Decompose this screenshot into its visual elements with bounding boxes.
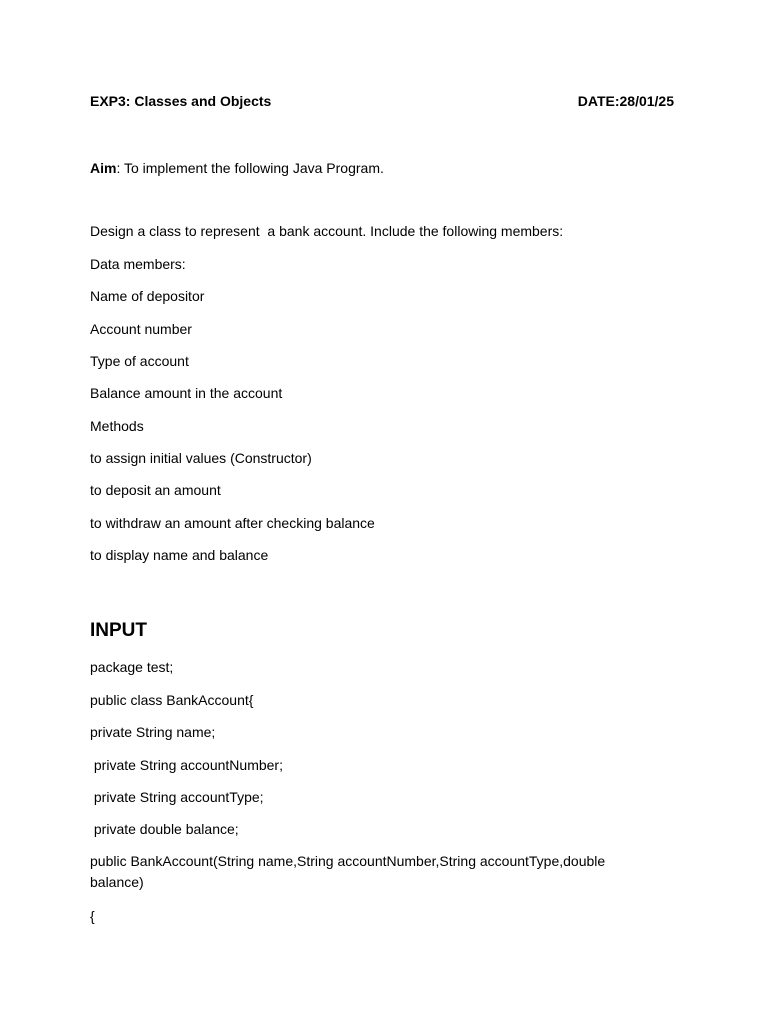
code-line: public BankAccount(String name,String accountNumber,String accountType,double balance) [90, 853, 606, 890]
description-line: Balance amount in the account [90, 385, 283, 401]
code-line: { [90, 908, 95, 924]
description-line: to deposit an amount [90, 482, 221, 498]
code-line: package test; [90, 659, 174, 675]
description-line: to withdraw an amount after checking balance [90, 515, 375, 531]
description-line: to display name and balance [90, 547, 269, 563]
description-line: Type of account [90, 353, 189, 369]
aim-line [90, 159, 384, 177]
code-line: private double balance; [90, 821, 239, 837]
experiment-date: DATE:28/01/25 [577, 93, 674, 109]
code-line: public class BankAccount{ [90, 692, 254, 708]
description-line: Account number [90, 321, 192, 337]
code-line: private String accountNumber; [90, 757, 283, 773]
input-heading: INPUT [90, 620, 147, 641]
aim-label: Aim [90, 160, 117, 176]
code-line: private String accountType; [90, 789, 264, 805]
experiment-title: EXP3: Classes and Objects [90, 93, 272, 109]
aim-text: : To implement the following Java Program. [116, 160, 384, 176]
document-header [90, 93, 674, 109]
description-line: Data members: [90, 256, 186, 272]
description-line: to assign initial values (Constructor) [90, 450, 312, 466]
description-line: Design a class to represent a bank account. Include the following members: [90, 223, 564, 239]
code-line: private String name; [90, 724, 216, 740]
description-line: Methods [90, 418, 144, 434]
description-line: Name of depositor [90, 288, 205, 304]
